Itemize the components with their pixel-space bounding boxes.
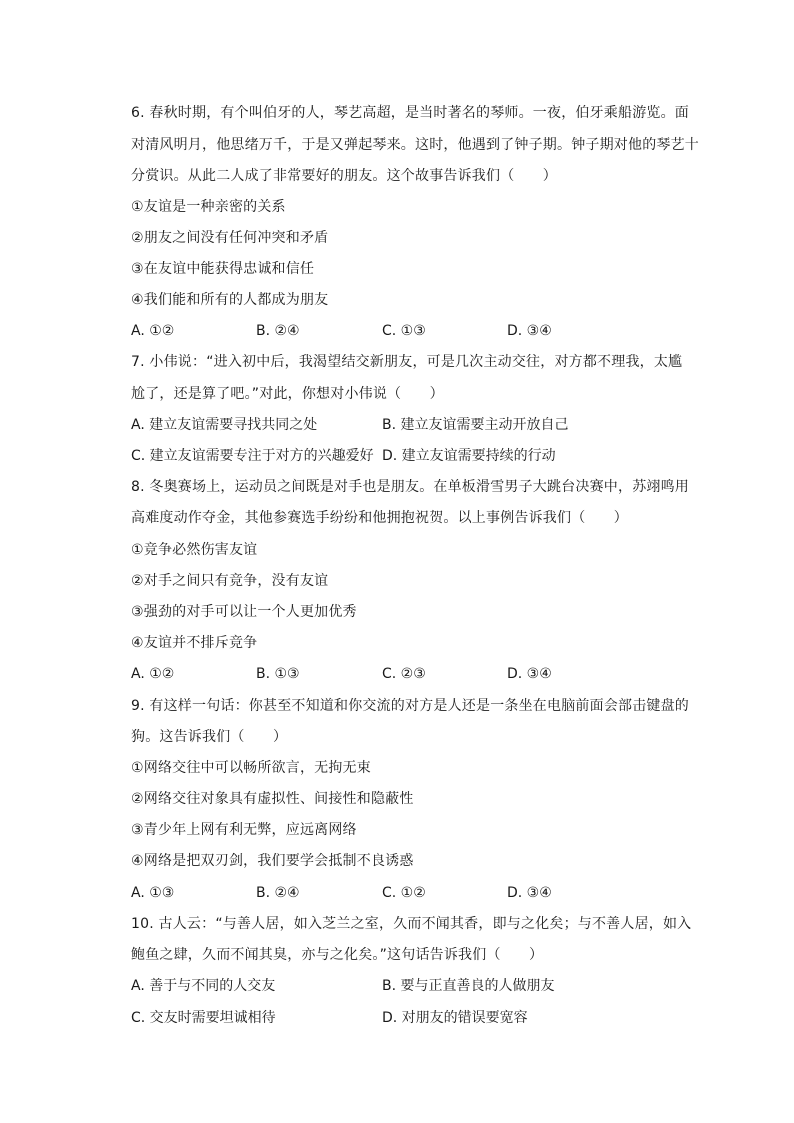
question-9-stem-line-1: 9. 有这样一句话：你甚至不知道和你交流的对方是人还是一条坐在电脑前面会部击键盘的 bbox=[131, 698, 690, 714]
question-10-option-a: A. 善于与不同的人交友 bbox=[131, 978, 276, 994]
question-10-option-c: C. 交友时需要坦诚相待 bbox=[131, 1010, 276, 1026]
question-7-option-a: A. 建立友谊需要寻找共同之处 bbox=[131, 417, 318, 433]
question-9-statement-1: ①网络交往中可以畅所欲言，无拘无束 bbox=[131, 760, 371, 776]
question-8-stem-line-2: 高难度动作夺金，其他参赛选手纷纷和他拥抱祝贺。以上事例告诉我们（ ） bbox=[131, 510, 628, 526]
question-6-stem-line-3: 分赏识。从此二人成了非常要好的朋友。这个故事告诉我们（ ） bbox=[131, 168, 557, 184]
question-9-option-c: C. ①② bbox=[382, 885, 426, 901]
question-7-stem-line-1: 7. 小伟说：“进入初中后，我渴望结交新朋友，可是几次主动交往，对方都不理我，太尴 bbox=[131, 354, 683, 370]
question-9-statement-3: ③青少年上网有利无弊，应远离网络 bbox=[131, 822, 357, 838]
question-10-option-b: B. 要与正直善良的人做朋友 bbox=[382, 978, 555, 994]
question-9-statement-4: ④网络是把双刃剑，我们要学会抵制不良诱惑 bbox=[131, 853, 414, 869]
question-7-option-d: D. 建立友谊需要持续的行动 bbox=[382, 448, 556, 464]
question-10-stem-line-1: 10. 古人云：“与善人居，如入芝兰之室，久而不闻其香，即与之化矣；与不善人居，如入 bbox=[131, 916, 692, 932]
question-6-option-b: B. ②④ bbox=[256, 323, 300, 339]
question-6-option-a: A. ①② bbox=[131, 323, 175, 339]
question-7-option-c: C. 建立友谊需要专注于对方的兴趣爱好 bbox=[131, 448, 374, 464]
question-8-statement-1: ①竞争必然伤害友谊 bbox=[131, 542, 258, 558]
question-9-option-a: A. ①③ bbox=[131, 885, 175, 901]
question-7-option-b: B. 建立友谊需要主动开放自己 bbox=[382, 417, 569, 433]
question-9-option-b: B. ②④ bbox=[256, 885, 300, 901]
question-10-option-d: D. 对朋友的错误要宽容 bbox=[382, 1010, 528, 1026]
question-10-stem-line-2: 鲍鱼之肆，久而不闻其臭，亦与之化矣。”这句话告诉我们（ ） bbox=[131, 947, 544, 963]
question-6-stem-line-1: 6. 春秋时期，有个叫伯牙的人，琴艺高超，是当时著名的琴师。一夜，伯牙乘船游览。面 bbox=[131, 105, 690, 121]
question-8-statement-3: ③强劲的对手可以让一个人更加优秀 bbox=[131, 604, 357, 620]
question-9-statement-2: ②网络交往对象具有虚拟性、间接性和隐蔽性 bbox=[131, 791, 414, 807]
question-6-statement-2: ②朋友之间没有任何冲突和矛盾 bbox=[131, 230, 329, 246]
question-8-statement-2: ②对手之间只有竞争，没有友谊 bbox=[131, 573, 329, 589]
question-6-option-c: C. ①③ bbox=[382, 323, 426, 339]
question-6-statement-1: ①友谊是一种亲密的关系 bbox=[131, 199, 286, 215]
question-8-option-c: C. ②③ bbox=[382, 666, 426, 682]
question-7-stem-line-2: 尬了，还是算了吧。”对此，你想对小伟说（ ） bbox=[131, 386, 444, 402]
question-8-option-a: A. ①② bbox=[131, 666, 175, 682]
question-8-option-b: B. ①③ bbox=[256, 666, 300, 682]
question-6-statement-3: ③在友谊中能获得忠诚和信任 bbox=[131, 261, 315, 277]
question-8-stem-line-1: 8. 冬奥赛场上，运动员之间既是对手也是朋友。在单板滑雪男子大跳台决赛中，苏翊鸣用 bbox=[131, 479, 690, 495]
question-8-statement-4: ④友谊并不排斥竞争 bbox=[131, 635, 258, 651]
question-9-stem-line-2: 狗。这告诉我们（ ） bbox=[131, 729, 288, 745]
question-8-option-d: D. ③④ bbox=[507, 666, 552, 682]
question-6-statement-4: ④我们能和所有的人都成为朋友 bbox=[131, 292, 329, 308]
question-6-option-d: D. ③④ bbox=[507, 323, 552, 339]
question-6-stem-line-2: 对清风明月，他思绪万千，于是又弹起琴来。这时，他遇到了钟子期。钟子期对他的琴艺十 bbox=[131, 137, 699, 153]
question-9-option-d: D. ③④ bbox=[507, 885, 552, 901]
